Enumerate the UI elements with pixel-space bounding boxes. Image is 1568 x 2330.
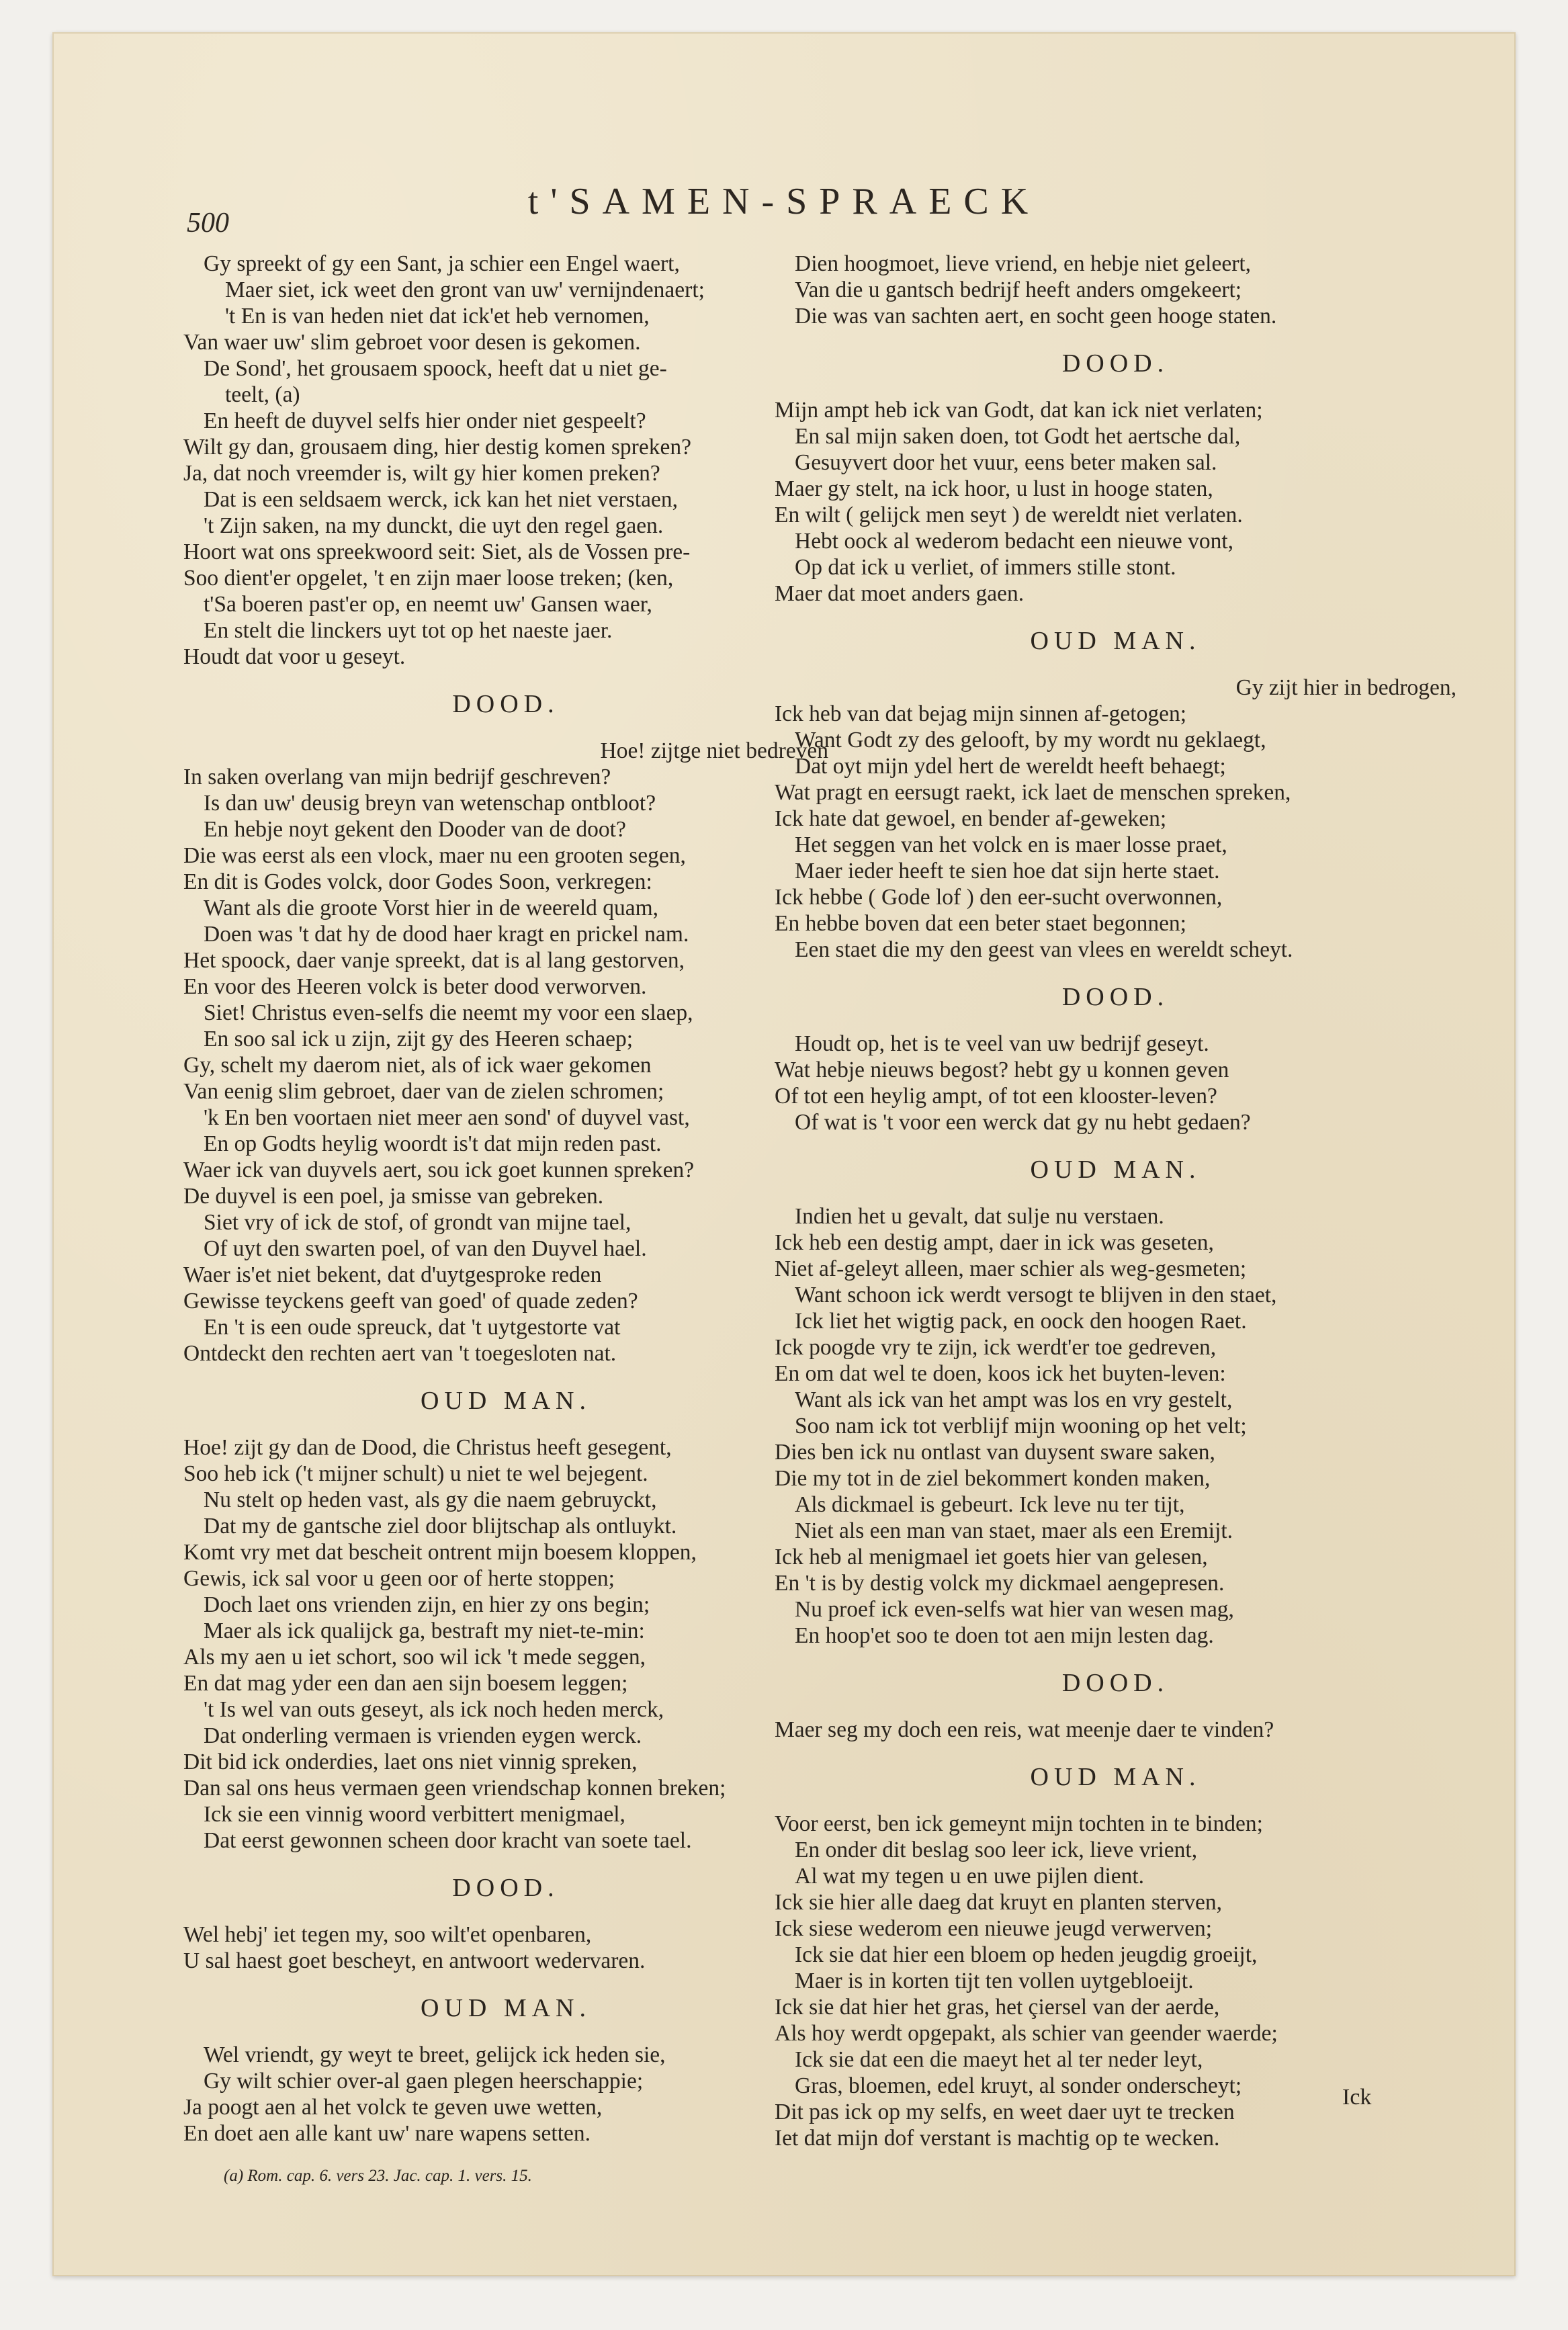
verse-line: Dat oyt mijn ydel hert de wereldt heeft behaegt; — [795, 754, 1226, 779]
verse-line: En voor des Heeren volck is beter dood verworven. — [183, 974, 647, 999]
verse-line: Als hoy werdt opgepakt, als schier van geender waerde; — [775, 2021, 1278, 2046]
page-number: 500 — [187, 208, 229, 239]
verse-line: Gy spreekt of gy een Sant, ja schier een Engel waert, — [204, 251, 680, 276]
verse-line: Maer als ick qualijck ga, bestraft my niet-te-min: — [204, 1619, 645, 1643]
verse-line: Van waer uw' slim gebroet voor desen is gekomen. — [183, 330, 641, 355]
verse-line: En onder dit beslag soo leer ick, lieve vrient, — [795, 1838, 1198, 1862]
verse-line: Of tot een heylig ampt, of tot een klooster-leven? — [775, 1084, 1217, 1109]
verse-line: De duyvel is een poel, ja smisse van gebreken. — [183, 1184, 604, 1209]
speaker-heading: DOOD. — [452, 690, 560, 718]
verse-line: Doen was 't dat hy de dood haer kragt en prickel nam. — [204, 922, 689, 947]
verse-line: Ick hate dat gewoel, en bender af-geweken; — [775, 806, 1167, 831]
verse-line: En om dat wel te doen, koos ick het buyten-leven: — [775, 1361, 1226, 1386]
speaker-heading: OUD MAN. — [421, 1994, 591, 2022]
verse-line: En dit is Godes volck, door Godes Soon, verkregen: — [183, 869, 652, 894]
verse-line: Dit bid ick onderdies, laet ons niet vinnig spreken, — [183, 1750, 638, 1774]
verse-line: Op dat ick u verliet, of immers stille stont. — [795, 555, 1176, 580]
verse-line: Gy zijt hier in bedrogen, — [1235, 675, 1456, 700]
verse-line: Mijn ampt heb ick van Godt, dat kan ick niet verlaten; — [775, 398, 1263, 423]
verse-line: Hoe! zijtge niet bedreven — [600, 738, 828, 763]
verse-line: Wat hebje nieuws begost? hebt gy u konnen geven — [775, 1058, 1229, 1082]
verse-line: Maer gy stelt, na ick hoor, u lust in hooge staten, — [775, 476, 1213, 501]
verse-line: Van die u gantsch bedrijf heeft anders omgekeert; — [795, 277, 1242, 302]
verse-line: Maer siet, ick weet den gront van uw' vernijndenaert; — [225, 277, 705, 302]
verse-line: Gy wilt schier over-al gaen plegen heerschappie; — [204, 2069, 644, 2094]
verse-line: Die was van sachten aert, en socht geen hooge staten. — [795, 304, 1277, 329]
verse-line: En wilt ( gelijck men seyt ) de wereldt niet verlaten. — [775, 503, 1243, 527]
verse-line: En soo sal ick u zijn, zijt gy des Heeren schaep; — [204, 1027, 634, 1051]
verse-line: En hebbe boven dat een beter staet begonnen; — [775, 911, 1186, 936]
verse-line: Het seggen van het volck en is maer losse praet, — [795, 832, 1227, 857]
verse-line: Maer seg my doch een reis, wat meenje daer te vinden? — [775, 1717, 1274, 1742]
verse-line: Nu stelt op heden vast, als gy die naem gebruyckt, — [204, 1487, 657, 1512]
verse-line: Ick sie hier alle daeg dat kruyt en planten sterven, — [775, 1890, 1223, 1915]
verse-line: Maer is in korten tijt ten vollen uytgebloeijt. — [795, 1969, 1194, 1993]
verse-line: Ick hebbe ( Gode lof ) den eer-sucht overwonnen, — [775, 885, 1223, 910]
verse-line: Indien het u gevalt, dat sulje nu verstaen. — [795, 1204, 1164, 1229]
verse-line: Komt vry met dat bescheit ontrent mijn boesem kloppen, — [183, 1540, 697, 1565]
speaker-heading: DOOD. — [1061, 1669, 1170, 1697]
verse-line: Dit pas ick op my selfs, en weet daer uyt te trecken — [775, 2100, 1235, 2124]
verse-line: De Sond', het grousaem spoock, heeft dat u niet ge- — [204, 356, 667, 381]
verse-line: Als dickmael is gebeurt. Ick leve nu ter tijt, — [795, 1492, 1185, 1517]
speaker-heading: DOOD. — [452, 1874, 560, 1902]
verse-line: Ick poogde vry te zijn, ick werdt'er toe gedreven, — [775, 1335, 1217, 1360]
verse-line: Ick sie een vinnig woord verbittert menigmael, — [204, 1802, 625, 1827]
verse-line: En doet aen alle kant uw' nare wapens setten. — [183, 2121, 591, 2146]
verse-line: Doch laet ons vrienden zijn, en hier zy ons begin; — [204, 1592, 650, 1617]
verse-line: 't En is van heden niet dat ick'et heb vernomen, — [225, 304, 650, 329]
verse-line: Wat pragt en eersugt raekt, ick laet de menschen spreken, — [775, 780, 1291, 805]
footnote: (a) Rom. cap. 6. vers 23. Jac. cap. 1. vers. 15. — [224, 2167, 532, 2185]
verse-line: En dat mag yder een dan aen sijn boesem leggen; — [183, 1671, 628, 1696]
verse-line: Dat is een seldsaem werck, ick kan het niet verstaen, — [204, 487, 679, 512]
verse-line: Voor eerst, ben ick gemeynt mijn tochten in te binden; — [775, 1811, 1263, 1836]
verse-line: Waer ick van duyvels aert, sou ick goet kunnen spreken? — [183, 1158, 695, 1182]
verse-line: Gewis, ick sal voor u geen oor of herte stoppen; — [183, 1566, 615, 1591]
verse-line: En sal mijn saken doen, tot Godt het aertsche dal, — [795, 424, 1241, 449]
page-header — [52, 160, 1516, 239]
speaker-heading: DOOD. — [1061, 349, 1170, 378]
verse-line: En 't is by destig volck my dickmael aengepresen. — [775, 1571, 1225, 1596]
verse-line: Houdt op, het is te veel van uw bedrijf geseyt. — [795, 1031, 1209, 1056]
verse-line: Dien hoogmoet, lieve vriend, en hebje niet geleert, — [795, 251, 1252, 276]
verse-line: Ick heb al menigmael iet goets hier van gelesen, — [775, 1545, 1208, 1569]
verse-line: Ick heb van dat bejag mijn sinnen af-getogen; — [775, 701, 1187, 726]
verse-line: U sal haest goet bescheyt, en antwoort wedervaren. — [183, 1948, 646, 1973]
catchword: Ick — [1342, 2085, 1372, 2110]
verse-line: Ontdeckt den rechten aert van 't toegesloten nat. — [183, 1341, 617, 1366]
verse-line: Een staet die my den geest van vlees en wereldt scheyt. — [795, 937, 1293, 962]
verse-line: Iet dat mijn dof verstant is machtig op te wecken. — [775, 2126, 1220, 2151]
verse-line: Hoort wat ons spreekwoord seit: Siet, als de Vossen pre- — [183, 540, 691, 564]
verse-line: Soo heb ick ('t mijner schult) u niet te wel bejegent. — [183, 1461, 648, 1486]
verse-line: Hoe! zijt gy dan de Dood, die Christus heeft gesegent, — [183, 1435, 672, 1460]
verse-line: Ick sie dat een die maeyt het al ter neder leyt, — [795, 2047, 1203, 2072]
verse-line: Wel hebj' iet tegen my, soo wilt'et openbaren, — [183, 1922, 592, 1947]
verse-line: Niet als een man van staet, maer als een Eremijt. — [795, 1518, 1233, 1543]
verse-line: Dat onderling vermaen is vrienden eygen werck. — [204, 1723, 642, 1748]
verse-line: En heeft de duyvel selfs hier onder niet gespeelt? — [204, 408, 646, 433]
verse-line: Ja, dat noch vreemder is, wilt gy hier komen preken? — [183, 461, 660, 486]
verse-line: 't Is wel van outs geseyt, als ick noch heden merck, — [204, 1697, 664, 1722]
verse-line: Wilt gy dan, grousaem ding, hier destig komen spreken? — [183, 435, 691, 460]
verse-line: Soo dient'er opgelet, 't en zijn maer loose treken; (ken, — [183, 566, 674, 591]
verse-line: Gesuyvert door het vuur, eens beter maken sal. — [795, 450, 1217, 475]
verse-line: Dat eerst gewonnen scheen door kracht van soete tael. — [204, 1828, 692, 1853]
verse-line: 't Zijn saken, na my dunckt, die uyt den regel gaen. — [204, 513, 664, 538]
verse-line: Waer is'et niet bekent, dat d'uytgesproke reden — [183, 1262, 602, 1287]
verse-line: Ick siese wederom een nieuwe jeugd verwerven; — [775, 1916, 1213, 1941]
verse-line: Hebt oock al wederom bedacht een nieuwe vont, — [795, 529, 1234, 554]
verse-line: En 't is een oude spreuck, dat 't uytgestorte vat — [204, 1315, 621, 1340]
verse-line: En op Godts heylig woordt is't dat mijn reden past. — [204, 1131, 662, 1156]
verse-line: Nu proef ick even-selfs wat hier van wesen mag, — [795, 1597, 1234, 1622]
verse-line: Die was eerst als een vlock, maer nu een grooten segen, — [183, 843, 686, 868]
running-title: t'SAMEN-SPRAECK — [527, 181, 1041, 222]
verse-line: Ick sie dat hier het gras, het çiersel van der aerde, — [775, 1995, 1220, 2020]
verse-line: En hebje noyt gekent den Dooder van de doot? — [204, 817, 626, 842]
verse-line: Is dan uw' deusig breyn van wetenschap ontbloot? — [204, 791, 656, 816]
verse-line: Het spoock, daer vanje spreekt, dat is al lang gestorven, — [183, 948, 685, 973]
verse-line: Gewisse teyckens geeft van goed' of quade zeden? — [183, 1289, 638, 1313]
verse-line: Houdt dat voor u geseyt. — [183, 644, 406, 669]
verse-line: t'Sa boeren past'er op, en neemt uw' Gansen waer, — [204, 592, 652, 617]
verse-line: Ick liet het wigtig pack, en oock den hoogen Raet. — [795, 1309, 1247, 1334]
verse-line: Want schoon ick werdt versogt te blijven in den staet, — [795, 1283, 1277, 1307]
verse-line: Die my tot in de ziel bekommert konden maken, — [775, 1466, 1211, 1491]
speaker-heading: OUD MAN. — [1030, 1156, 1201, 1184]
verse-line: Dan sal ons heus vermaen geen vriendschap konnen breken; — [183, 1776, 726, 1801]
right-column — [775, 251, 1456, 2151]
speaker-heading: OUD MAN. — [1030, 1763, 1201, 1791]
verse-line: In saken overlang van mijn bedrijf geschreven? — [183, 765, 611, 789]
verse-line: Al wat my tegen u en uwe pijlen dient. — [795, 1864, 1145, 1889]
verse-line: Maer dat moet anders gaen. — [775, 581, 1025, 606]
verse-line: teelt, (a) — [225, 382, 300, 407]
speaker-heading: OUD MAN. — [421, 1387, 591, 1415]
verse-line: Als my aen u iet schort, soo wil ick 't mede seggen, — [183, 1645, 646, 1670]
left-column — [183, 251, 828, 2189]
verse-line: Wel vriendt, gy weyt te breet, gelijck ick heden sie, — [204, 2042, 666, 2067]
speaker-heading: OUD MAN. — [1030, 627, 1201, 655]
page-sheet — [52, 32, 1516, 2276]
verse-line: Ja poogt aen al het volck te geven uwe wetten, — [183, 2095, 603, 2120]
verse-line: Want als ick van het ampt was los en vry gestelt, — [795, 1387, 1233, 1412]
verse-line: Of uyt den swarten poel, of van den Duyvel hael. — [204, 1236, 647, 1261]
verse-line: En hoop'et soo te doen tot aen mijn lesten dag. — [795, 1623, 1214, 1648]
verse-line: Gy, schelt my daerom niet, als of ick waer gekomen — [183, 1053, 652, 1078]
verse-line: En stelt die linckers uyt tot op het naeste jaer. — [204, 618, 613, 643]
verse-line: Gras, bloemen, edel kruyt, al sonder onderscheyt; — [795, 2073, 1242, 2098]
verse-line: Want als die groote Vorst hier in de weereld quam, — [204, 896, 659, 920]
verse-line: Maer ieder heeft te sien hoe dat sijn herte staet. — [795, 859, 1220, 883]
verse-line: Niet af-geleyt alleen, maer schier als weg-gesmeten; — [775, 1256, 1247, 1281]
verse-line: Van eenig slim gebroet, daer van de zielen schromen; — [183, 1079, 664, 1104]
verse-line: Want Godt zy des gelooft, by my wordt nu geklaegt, — [795, 728, 1266, 752]
verse-line: Of wat is 't voor een werck dat gy nu hebt gedaen? — [795, 1110, 1251, 1135]
verse-line: Ick heb een destig ampt, daer in ick was geseten, — [775, 1230, 1214, 1255]
verse-line: Siet! Christus even-selfs die neemt my voor een slaep, — [204, 1000, 693, 1025]
speaker-heading: DOOD. — [1061, 983, 1170, 1011]
verse-line: 'k En ben voortaen niet meer aen sond' of duyvel vast, — [204, 1105, 690, 1130]
verse-line: Dies ben ick nu ontlast van duysent sware saken, — [775, 1440, 1215, 1465]
verse-line: Dat my de gantsche ziel door blijtschap als ontluykt. — [204, 1514, 677, 1539]
verse-line: Siet vry of ick de stof, of grondt van mijne tael, — [204, 1210, 631, 1235]
verse-line: Ick sie dat hier een bloem op heden jeugdig groeijt, — [795, 1942, 1258, 1967]
verse-line: Soo nam ick tot verblijf mijn wooning op het velt; — [795, 1414, 1247, 1438]
